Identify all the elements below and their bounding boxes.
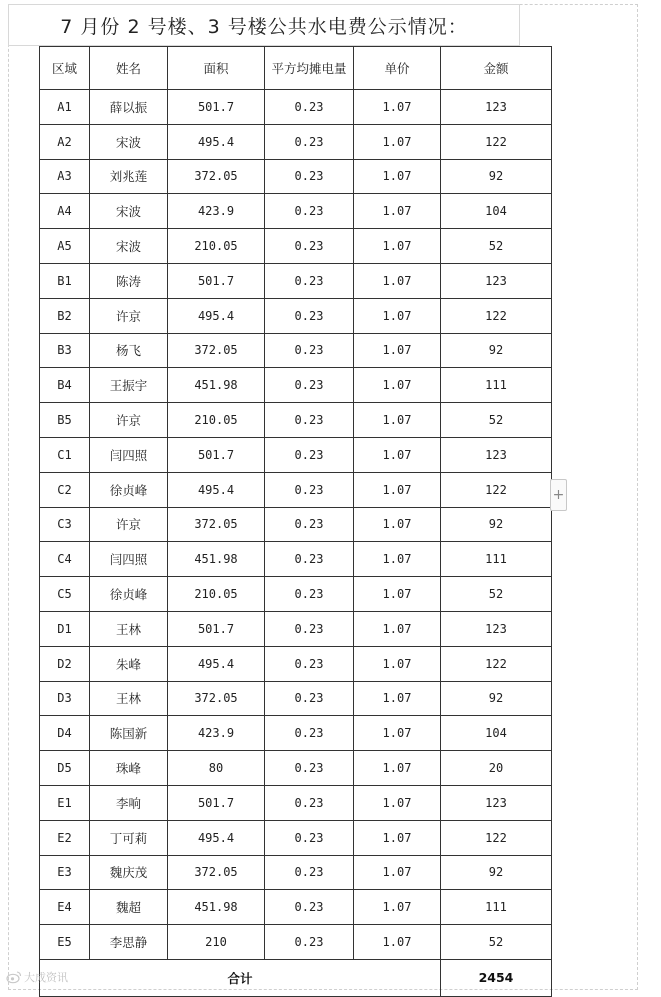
cell-area: E2: [40, 820, 90, 855]
cell-size: 210.05: [168, 403, 265, 438]
cell-name: 许京: [90, 298, 168, 333]
cell-area: E1: [40, 785, 90, 820]
cell-name: 陈国新: [90, 716, 168, 751]
cell-size: 210.05: [168, 577, 265, 612]
cell-name: 珠峰: [90, 751, 168, 786]
total-amount: 2454: [441, 959, 552, 996]
title-text-box[interactable]: [8, 4, 520, 46]
cell-name: 王林: [90, 611, 168, 646]
table-row: [40, 437, 552, 472]
cell-area: B4: [40, 368, 90, 403]
cell-size: 495.4: [168, 472, 265, 507]
cell-size: 372.05: [168, 855, 265, 890]
cell-price: 1.07: [354, 472, 441, 507]
cell-size: 451.98: [168, 368, 265, 403]
cell-area: C5: [40, 577, 90, 612]
cell-price: 1.07: [354, 194, 441, 229]
cell-amount: 52: [441, 925, 552, 960]
cell-size: 372.05: [168, 159, 265, 194]
cell-rate: 0.23: [265, 716, 354, 751]
cell-area: A2: [40, 124, 90, 159]
cell-amount: 20: [441, 751, 552, 786]
cell-area: D3: [40, 681, 90, 716]
cell-price: 1.07: [354, 403, 441, 438]
cell-rate: 0.23: [265, 159, 354, 194]
cell-price: 1.07: [354, 263, 441, 298]
cell-rate: 0.23: [265, 785, 354, 820]
cell-amount: 122: [441, 298, 552, 333]
header-amount: 金额: [441, 47, 552, 90]
cell-price: 1.07: [354, 855, 441, 890]
table-row: [40, 507, 552, 542]
cell-name: 王林: [90, 681, 168, 716]
cell-rate: 0.23: [265, 681, 354, 716]
page-title: 7 月份 2 号楼、3 号楼公共水电费公示情况：: [60, 15, 468, 38]
cell-price: 1.07: [354, 437, 441, 472]
cell-amount: 123: [441, 437, 552, 472]
cell-name: 许京: [90, 403, 168, 438]
cell-price: 1.07: [354, 159, 441, 194]
cell-rate: 0.23: [265, 855, 354, 890]
cell-area: B5: [40, 403, 90, 438]
cell-size: 501.7: [168, 90, 265, 125]
cell-size: 210: [168, 925, 265, 960]
cell-rate: 0.23: [265, 577, 354, 612]
cell-area: C4: [40, 542, 90, 577]
cell-size: 495.4: [168, 820, 265, 855]
cell-name: 许京: [90, 507, 168, 542]
cell-name: 王振宇: [90, 368, 168, 403]
cell-amount: 122: [441, 646, 552, 681]
cell-amount: 111: [441, 890, 552, 925]
table-row: [40, 472, 552, 507]
cell-name: 陈涛: [90, 263, 168, 298]
table-header-row: [40, 47, 552, 90]
table-row: [40, 90, 552, 125]
cell-area: D2: [40, 646, 90, 681]
cell-rate: 0.23: [265, 194, 354, 229]
cell-price: 1.07: [354, 542, 441, 577]
cell-amount: 104: [441, 716, 552, 751]
header-size: 面积: [168, 47, 265, 90]
cell-amount: 92: [441, 333, 552, 368]
cell-area: D5: [40, 751, 90, 786]
cell-amount: 122: [441, 124, 552, 159]
cell-size: 423.9: [168, 194, 265, 229]
table-row: [40, 403, 552, 438]
cell-rate: 0.23: [265, 403, 354, 438]
table-row: [40, 611, 552, 646]
cell-amount: 123: [441, 611, 552, 646]
cell-name: 宋波: [90, 124, 168, 159]
cell-rate: 0.23: [265, 263, 354, 298]
cell-rate: 0.23: [265, 472, 354, 507]
cell-size: 372.05: [168, 333, 265, 368]
cell-rate: 0.23: [265, 368, 354, 403]
cell-amount: 123: [441, 90, 552, 125]
cell-name: 刘兆莲: [90, 159, 168, 194]
header-price: 单价: [354, 47, 441, 90]
cell-size: 80: [168, 751, 265, 786]
table-row: [40, 785, 552, 820]
cell-amount: 111: [441, 542, 552, 577]
table-row: [40, 542, 552, 577]
cell-size: 372.05: [168, 681, 265, 716]
cell-amount: 52: [441, 577, 552, 612]
cell-price: 1.07: [354, 124, 441, 159]
cell-size: 495.4: [168, 298, 265, 333]
cell-name: 闫四照: [90, 437, 168, 472]
cell-area: C3: [40, 507, 90, 542]
table-row: [40, 820, 552, 855]
cell-price: 1.07: [354, 611, 441, 646]
header-area: 区域: [40, 47, 90, 90]
cell-size: 501.7: [168, 785, 265, 820]
table-body: [40, 90, 552, 960]
cell-price: 1.07: [354, 368, 441, 403]
cell-area: A5: [40, 229, 90, 264]
cell-area: B1: [40, 263, 90, 298]
table-row: [40, 194, 552, 229]
total-label: 合计: [40, 959, 441, 996]
total-row: [40, 959, 552, 996]
cell-price: 1.07: [354, 785, 441, 820]
cell-size: 451.98: [168, 542, 265, 577]
cell-rate: 0.23: [265, 890, 354, 925]
cell-area: E4: [40, 890, 90, 925]
cell-area: A4: [40, 194, 90, 229]
watermark: [6, 969, 68, 985]
cell-amount: 123: [441, 263, 552, 298]
cell-area: E3: [40, 855, 90, 890]
header-rate: 平方均摊电量: [265, 47, 354, 90]
cell-name: 徐贞峰: [90, 472, 168, 507]
cell-rate: 0.23: [265, 298, 354, 333]
cell-size: 210.05: [168, 229, 265, 264]
cell-rate: 0.23: [265, 646, 354, 681]
cell-size: 501.7: [168, 437, 265, 472]
cell-name: 宋波: [90, 194, 168, 229]
plus-icon: +: [552, 487, 565, 503]
cell-name: 魏超: [90, 890, 168, 925]
cell-area: A1: [40, 90, 90, 125]
cell-size: 423.9: [168, 716, 265, 751]
cell-size: 501.7: [168, 263, 265, 298]
cell-name: 李响: [90, 785, 168, 820]
table-row: [40, 159, 552, 194]
cell-price: 1.07: [354, 90, 441, 125]
cell-name: 闫四照: [90, 542, 168, 577]
table-row: [40, 751, 552, 786]
cell-amount: 122: [441, 820, 552, 855]
table-row: [40, 855, 552, 890]
cell-name: 魏庆茂: [90, 855, 168, 890]
cell-rate: 0.23: [265, 90, 354, 125]
cell-area: C2: [40, 472, 90, 507]
cell-rate: 0.23: [265, 437, 354, 472]
add-column-button[interactable]: [550, 479, 567, 511]
cell-amount: 92: [441, 507, 552, 542]
cell-area: C1: [40, 437, 90, 472]
cell-name: 朱峰: [90, 646, 168, 681]
cell-price: 1.07: [354, 333, 441, 368]
cell-price: 1.07: [354, 681, 441, 716]
cell-rate: 0.23: [265, 507, 354, 542]
cell-area: A3: [40, 159, 90, 194]
cell-price: 1.07: [354, 646, 441, 681]
cell-rate: 0.23: [265, 229, 354, 264]
cell-amount: 92: [441, 159, 552, 194]
cell-name: 杨飞: [90, 333, 168, 368]
cell-price: 1.07: [354, 298, 441, 333]
cell-price: 1.07: [354, 925, 441, 960]
cell-amount: 123: [441, 785, 552, 820]
cell-rate: 0.23: [265, 925, 354, 960]
cell-size: 372.05: [168, 507, 265, 542]
cell-name: 丁可莉: [90, 820, 168, 855]
cell-name: 李思静: [90, 925, 168, 960]
cell-amount: 52: [441, 229, 552, 264]
table-row: [40, 646, 552, 681]
table-row: [40, 716, 552, 751]
cell-price: 1.07: [354, 507, 441, 542]
cell-area: E5: [40, 925, 90, 960]
cell-area: B3: [40, 333, 90, 368]
cell-size: 451.98: [168, 890, 265, 925]
table-row: [40, 681, 552, 716]
cell-area: B2: [40, 298, 90, 333]
cell-price: 1.07: [354, 890, 441, 925]
cell-name: 徐贞峰: [90, 577, 168, 612]
cell-price: 1.07: [354, 820, 441, 855]
table-row: [40, 298, 552, 333]
header-name: 姓名: [90, 47, 168, 90]
table-row: [40, 890, 552, 925]
cell-size: 495.4: [168, 646, 265, 681]
table-row: [40, 333, 552, 368]
table-row: [40, 577, 552, 612]
cell-amount: 104: [441, 194, 552, 229]
cell-name: 宋波: [90, 229, 168, 264]
cell-rate: 0.23: [265, 542, 354, 577]
cell-area: D4: [40, 716, 90, 751]
cell-name: 薛以振: [90, 90, 168, 125]
table-row: [40, 229, 552, 264]
cell-rate: 0.23: [265, 820, 354, 855]
cell-size: 501.7: [168, 611, 265, 646]
cell-rate: 0.23: [265, 333, 354, 368]
cell-area: D1: [40, 611, 90, 646]
cell-rate: 0.23: [265, 124, 354, 159]
weibo-logo-icon: [6, 970, 22, 984]
cell-price: 1.07: [354, 229, 441, 264]
cell-amount: 92: [441, 681, 552, 716]
cell-rate: 0.23: [265, 751, 354, 786]
cell-price: 1.07: [354, 577, 441, 612]
table-row: [40, 925, 552, 960]
cell-amount: 52: [441, 403, 552, 438]
table-row: [40, 263, 552, 298]
cell-amount: 122: [441, 472, 552, 507]
cell-price: 1.07: [354, 716, 441, 751]
cell-price: 1.07: [354, 751, 441, 786]
table-row: [40, 124, 552, 159]
cell-size: 495.4: [168, 124, 265, 159]
cell-amount: 92: [441, 855, 552, 890]
table-row: [40, 368, 552, 403]
fee-table: [39, 46, 552, 997]
cell-rate: 0.23: [265, 611, 354, 646]
watermark-text: 大成资讯: [24, 971, 68, 984]
cell-amount: 111: [441, 368, 552, 403]
